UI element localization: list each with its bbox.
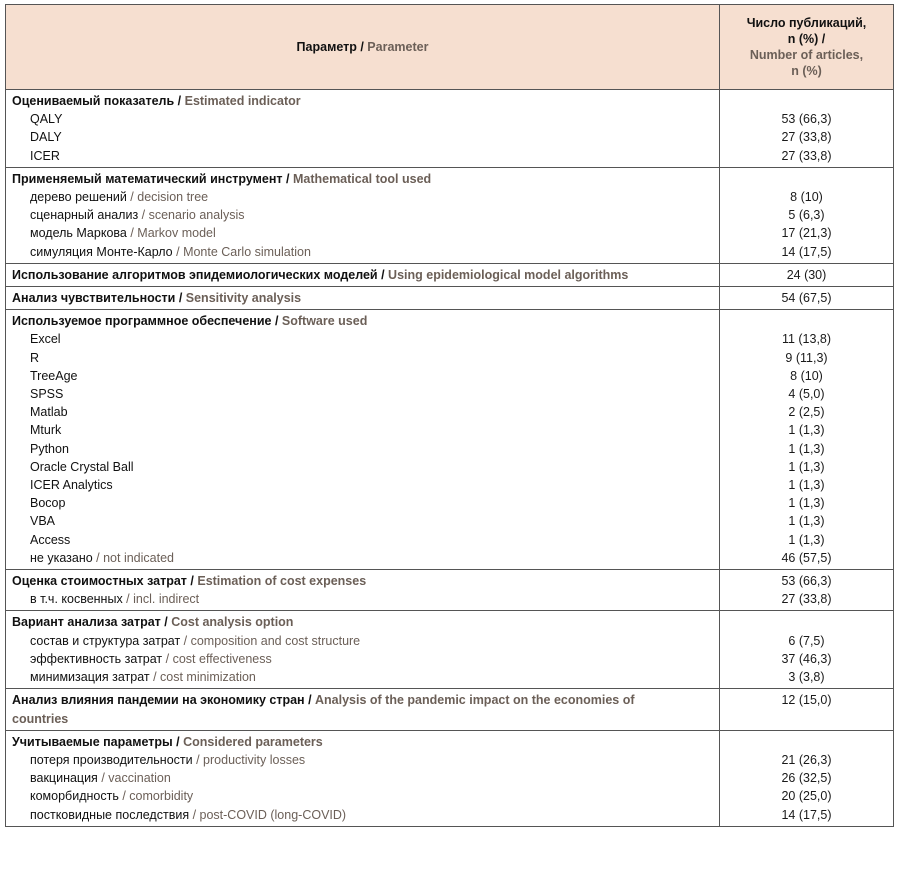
table-row bbox=[6, 689, 894, 730]
item-label-ru: ICER bbox=[30, 148, 60, 163]
item-label-ru: потеря производительности bbox=[30, 752, 193, 767]
group-title-en: Mathematical tool used bbox=[292, 171, 432, 186]
group-title-en: Estimated indicator bbox=[184, 94, 301, 108]
item-label-ru: вакцинация bbox=[30, 771, 98, 786]
table-body bbox=[6, 90, 894, 827]
article-count-cell bbox=[720, 689, 894, 730]
item-label-ru: в т.ч. косвенных bbox=[30, 592, 123, 607]
group-title-en: Cost analysis option bbox=[171, 615, 294, 630]
table-row bbox=[6, 90, 894, 168]
item-count: 1 (1,3) bbox=[788, 532, 825, 547]
item-separator: / bbox=[126, 190, 138, 205]
list-item bbox=[12, 147, 713, 165]
item-label-en: composition and cost structure bbox=[190, 633, 361, 648]
list-item bbox=[12, 224, 713, 242]
header-count-en-2: n (%) bbox=[791, 64, 822, 78]
group-title-ru: Использование алгоритмов эпидемиологических моделей bbox=[12, 267, 378, 282]
parameter-cell bbox=[6, 611, 720, 689]
item-label-ru: постковидные последствия bbox=[30, 807, 190, 822]
item-label-en: vaccination bbox=[108, 771, 171, 786]
group-title-en: Software used bbox=[281, 314, 368, 329]
group-title-en: Considered parameters bbox=[183, 734, 323, 749]
list-item bbox=[12, 243, 713, 261]
parameter-cell bbox=[6, 689, 720, 730]
title-separator: / bbox=[186, 574, 198, 589]
parameter-cell bbox=[6, 287, 720, 310]
item-separator: / bbox=[126, 226, 138, 241]
spacer bbox=[726, 710, 887, 728]
group-count bbox=[726, 170, 887, 188]
list-item bbox=[12, 458, 713, 476]
title-separator: / bbox=[271, 314, 282, 329]
item-count: 14 (17,5) bbox=[781, 807, 832, 822]
group-title-ru: Вариант анализа затрат bbox=[12, 615, 161, 630]
title-separator: / bbox=[172, 734, 184, 749]
group-title bbox=[12, 733, 713, 751]
article-count-cell bbox=[720, 611, 894, 689]
item-count: 5 (6,3) bbox=[788, 208, 825, 223]
list-item bbox=[12, 128, 713, 146]
group-title bbox=[12, 691, 662, 727]
header-count-ru-2: n (%) / bbox=[787, 32, 826, 46]
list-item bbox=[12, 531, 713, 549]
title-separator: / bbox=[175, 291, 186, 306]
item-count: 4 (5,0) bbox=[788, 387, 825, 402]
item-label-ru: TreeAge bbox=[30, 368, 78, 383]
table-row bbox=[6, 167, 894, 263]
group-title-en: Sensitivity analysis bbox=[185, 291, 302, 306]
item-label-ru: коморбидность bbox=[30, 789, 119, 804]
item-label-en: Monte Carlo simulation bbox=[183, 244, 311, 259]
item-separator: / bbox=[92, 550, 104, 565]
group-title bbox=[12, 312, 713, 330]
list-item bbox=[12, 476, 713, 494]
article-count-cell bbox=[720, 90, 894, 168]
table-row bbox=[6, 570, 894, 611]
article-count-cell bbox=[720, 570, 894, 611]
group-count bbox=[726, 733, 887, 751]
header-article-count bbox=[720, 5, 894, 90]
item-label-en: decision tree bbox=[137, 190, 209, 205]
table-row bbox=[6, 287, 894, 310]
item-count: 1 (1,3) bbox=[788, 423, 825, 438]
parameter-cell bbox=[6, 730, 720, 826]
group-title bbox=[12, 92, 713, 110]
item-separator: / bbox=[192, 752, 204, 767]
group-count: 24 (30) bbox=[786, 267, 827, 282]
item-count: 1 (1,3) bbox=[788, 459, 825, 474]
group-count bbox=[726, 92, 887, 110]
item-label-ru: Bocop bbox=[30, 496, 66, 511]
list-item bbox=[12, 367, 713, 385]
group-title-en: Using epidemiological model algorithms bbox=[388, 267, 629, 282]
parameter-cell bbox=[6, 263, 720, 286]
item-count: 1 (1,3) bbox=[788, 441, 825, 456]
group-count: 12 (15,0) bbox=[781, 693, 832, 708]
item-count: 1 (1,3) bbox=[788, 496, 825, 511]
list-item bbox=[12, 385, 713, 403]
parameter-cell bbox=[6, 310, 720, 570]
list-item bbox=[12, 206, 713, 224]
group-title-en: Estimation of cost expenses bbox=[197, 574, 367, 589]
item-separator: / bbox=[118, 789, 130, 804]
header-separator: / bbox=[356, 40, 368, 54]
item-count: 26 (32,5) bbox=[781, 771, 832, 786]
item-label-ru: состав и структура затрат bbox=[30, 633, 181, 648]
list-item bbox=[12, 349, 713, 367]
item-label-ru: DALY bbox=[30, 130, 62, 145]
item-count: 37 (46,3) bbox=[781, 651, 832, 666]
article-count-cell bbox=[720, 310, 894, 570]
item-label-ru: Oracle Crystal Ball bbox=[30, 459, 134, 474]
list-item bbox=[12, 650, 713, 668]
item-label-ru: эффективность затрат bbox=[30, 651, 163, 666]
parameter-cell bbox=[6, 167, 720, 263]
item-label-en: comorbidity bbox=[129, 789, 194, 804]
publication-parameters-table bbox=[5, 4, 894, 827]
item-separator: / bbox=[138, 208, 149, 223]
group-title bbox=[12, 266, 713, 284]
table-row bbox=[6, 263, 894, 286]
item-label-ru: дерево решений bbox=[30, 190, 127, 205]
title-separator: / bbox=[160, 615, 172, 630]
item-label-ru: не указано bbox=[30, 550, 93, 565]
list-item bbox=[12, 751, 713, 769]
item-count: 27 (33,8) bbox=[781, 130, 832, 145]
article-count-cell bbox=[720, 287, 894, 310]
parameter-cell bbox=[6, 570, 720, 611]
item-count: 1 (1,3) bbox=[788, 478, 825, 493]
item-count: 11 (13,8) bbox=[781, 332, 832, 347]
group-title-ru: Анализ чувствительности bbox=[12, 291, 176, 306]
list-item bbox=[12, 549, 713, 567]
group-title bbox=[12, 289, 713, 307]
item-count: 6 (7,5) bbox=[788, 633, 825, 648]
group-title-en: Analysis of the pandemic impact on the economies of countries bbox=[12, 693, 635, 726]
item-count: 2 (2,5) bbox=[788, 405, 825, 420]
list-item bbox=[12, 494, 713, 512]
header-parameter-ru: Параметр bbox=[296, 40, 357, 54]
list-item bbox=[12, 769, 713, 787]
group-title-ru: Учитываемые параметры bbox=[12, 734, 173, 749]
item-count: 17 (21,3) bbox=[781, 226, 832, 241]
table-row bbox=[6, 730, 894, 826]
list-item bbox=[12, 421, 713, 439]
item-count: 27 (33,8) bbox=[781, 592, 832, 607]
item-count: 14 (17,5) bbox=[781, 244, 832, 259]
item-label-ru: QALY bbox=[30, 112, 63, 127]
table-row bbox=[6, 611, 894, 689]
item-label-ru: VBA bbox=[30, 514, 56, 529]
item-separator: / bbox=[122, 592, 134, 607]
item-label-en: not indicated bbox=[103, 550, 174, 565]
item-label-ru: Excel bbox=[30, 332, 61, 347]
title-separator: / bbox=[304, 693, 316, 708]
item-label-ru: сценарный анализ bbox=[30, 208, 139, 223]
group-title-ru: Используемое программное обеспечение bbox=[12, 314, 272, 329]
title-separator: / bbox=[282, 171, 293, 186]
item-separator: / bbox=[189, 807, 200, 822]
item-label-ru: Access bbox=[30, 532, 71, 547]
item-separator: / bbox=[162, 651, 173, 666]
item-separator: / bbox=[97, 771, 109, 786]
header-parameter bbox=[6, 5, 720, 90]
group-count bbox=[726, 312, 887, 330]
table-row bbox=[6, 310, 894, 570]
group-title bbox=[12, 170, 713, 188]
item-label-ru: Python bbox=[30, 441, 69, 456]
table-header-row bbox=[6, 5, 894, 90]
group-count: 54 (67,5) bbox=[781, 291, 832, 306]
item-label-ru: Matlab bbox=[30, 405, 68, 420]
item-separator: / bbox=[149, 670, 161, 685]
item-label-en: Markov model bbox=[137, 226, 216, 241]
group-title-ru: Применяемый математический инструмент bbox=[12, 171, 283, 186]
item-count: 27 (33,8) bbox=[781, 148, 832, 163]
item-count: 1 (1,3) bbox=[788, 514, 825, 529]
group-count: 53 (66,3) bbox=[781, 574, 832, 589]
item-label-en: incl. indirect bbox=[133, 592, 200, 607]
item-count: 20 (25,0) bbox=[781, 789, 832, 804]
group-count bbox=[726, 613, 887, 631]
item-count: 3 (3,8) bbox=[788, 670, 825, 685]
publication-parameters-table-container bbox=[5, 4, 893, 827]
list-item bbox=[12, 110, 713, 128]
item-label-ru: SPSS bbox=[30, 387, 64, 402]
list-item bbox=[12, 330, 713, 348]
list-item bbox=[12, 440, 713, 458]
parameter-cell bbox=[6, 90, 720, 168]
header-parameter-en: Parameter bbox=[367, 40, 429, 54]
list-item bbox=[12, 668, 713, 686]
item-label-ru: минимизация затрат bbox=[30, 670, 150, 685]
item-label-en: productivity losses bbox=[203, 752, 306, 767]
article-count-cell bbox=[720, 167, 894, 263]
item-label-ru: симуляция Монте-Карло bbox=[30, 244, 173, 259]
item-count: 8 (10) bbox=[790, 368, 823, 383]
item-count: 21 (26,3) bbox=[781, 752, 832, 767]
article-count-cell bbox=[720, 730, 894, 826]
article-count-cell bbox=[720, 263, 894, 286]
list-item bbox=[12, 787, 713, 805]
header-count-en-1: Number of articles, bbox=[749, 48, 864, 62]
item-count: 46 (57,5) bbox=[781, 550, 832, 565]
group-title bbox=[12, 613, 713, 631]
item-label-en: scenario analysis bbox=[148, 208, 245, 223]
item-label-ru: модель Маркова bbox=[30, 226, 127, 241]
item-label-en: post-COVID (long-COVID) bbox=[199, 807, 347, 822]
item-separator: / bbox=[172, 244, 184, 259]
item-label-en: cost effectiveness bbox=[172, 651, 272, 666]
list-item bbox=[12, 512, 713, 530]
item-count: 8 (10) bbox=[790, 190, 823, 205]
list-item bbox=[12, 632, 713, 650]
list-item bbox=[12, 590, 713, 608]
group-title bbox=[12, 572, 713, 590]
item-count: 9 (11,3) bbox=[785, 350, 828, 365]
item-label-en: cost minimization bbox=[160, 670, 256, 685]
header-count-ru-1: Число публикаций, bbox=[746, 16, 867, 30]
item-label-ru: Mturk bbox=[30, 423, 62, 438]
list-item bbox=[12, 403, 713, 421]
group-title-ru: Оценка стоимостных затрат bbox=[12, 574, 187, 589]
list-item bbox=[12, 806, 713, 824]
group-title-ru: Анализ влияния пандемии на экономику стран bbox=[12, 693, 305, 708]
item-separator: / bbox=[180, 633, 191, 648]
title-separator: / bbox=[377, 267, 389, 282]
item-label-ru: ICER Analytics bbox=[30, 478, 113, 493]
title-separator: / bbox=[174, 94, 185, 108]
item-count: 53 (66,3) bbox=[781, 112, 832, 127]
item-label-ru: R bbox=[30, 350, 40, 365]
group-title-ru: Оцениваемый показатель bbox=[12, 94, 175, 108]
list-item bbox=[12, 188, 713, 206]
